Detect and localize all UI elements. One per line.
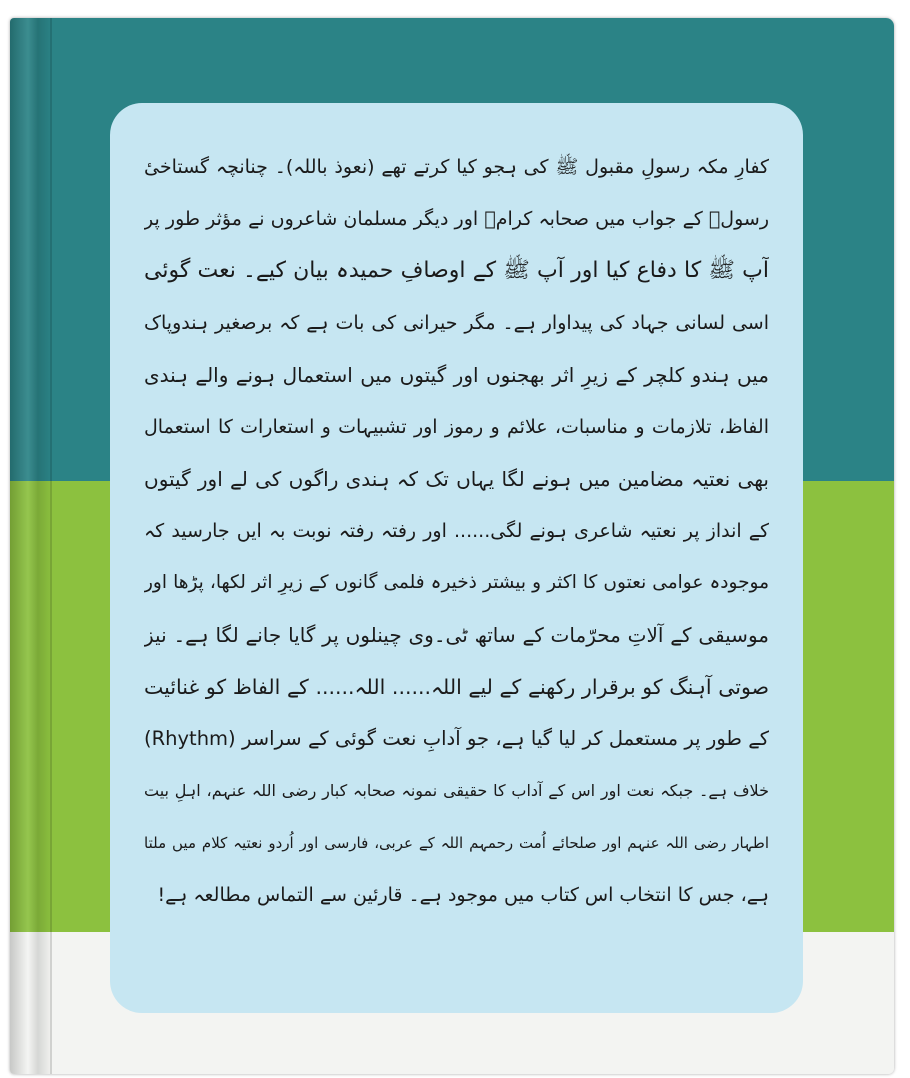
text-line-5: میں ہندو کلچر کے زیرِ اثر بھجنوں اور گیتوں میں استعمال ہونے والے ہندی <box>144 363 769 387</box>
text-line-6: الفاظ، تلازمات و مناسبات، علائم و رموز اور تشبیہات و استعارات کا استعمال <box>144 416 769 438</box>
urdu-paragraph <box>144 141 769 921</box>
text-line-11: صوتی آہنگ کو برقرار رکھنے کے لیے اللہ...... اللہ...... کے الفاظ کو غنائیت <box>144 675 769 699</box>
book-spine-hinge <box>10 18 50 1074</box>
text-line-7: بھی نعتیہ مضامین میں ہونے لگا یہاں تک کہ ہندی راگوں کی لے اور گیتوں <box>144 467 769 491</box>
text-line-10: موسیقی کے آلاتِ محرّمات کے ساتھ ٹی۔وی چینلوں پر گایا جانے لگا ہے۔ نیز <box>144 623 769 647</box>
text-line-2: رسولؐ کے جواب میں صحابہ کرامؓ اور دیگر مسلمان شاعروں نے مؤثر طور پر <box>144 208 769 230</box>
text-line-4: اسی لسانی جہاد کی پیداوار ہے۔ مگر حیرانی کی بات ہے کہ برصغیر ہندوپاک <box>144 312 769 334</box>
spine-crease <box>50 18 52 1074</box>
text-panel <box>110 103 803 1013</box>
text-line-8: کے انداز پر نعتیہ شاعری ہونے لگی...... اور رفتہ رفتہ نوبت بہ ایں جارسید کہ <box>144 520 769 542</box>
text-line-9: موجودہ عوامی نعتوں کا اکثر و بیشتر ذخیرہ فلمی گانوں کے زیرِ اثر لکھا، پڑھا اور <box>144 572 769 593</box>
book-back-cover <box>10 18 894 1074</box>
text-line-14: اطہار رضی اللہ عنہم اور صلحائے اُمت رحمہم اللہ کے عربی، فارسی اور اُردو نعتیہ کلام میں ملتا <box>144 834 769 852</box>
text-line-13: خلاف ہے۔ جبکہ نعت اور اس کے آداب کا حقیقی نمونہ صحابہ کبار رضی اللہ عنہم، اہلِ بیت <box>144 781 769 800</box>
text-line-15: ہے، جس کا انتخاب اس کتاب میں موجود ہے۔ قارئین سے التماس مطالعہ ہے! <box>157 884 769 906</box>
text-line-1: کفارِ مکہ رسولِ مقبول ﷺ کی ہجو کیا کرتے تھے (نعوذ باللہ)۔ چنانچہ گستاخیٔ <box>144 156 769 178</box>
text-line-3: آپ ﷺ کا دفاع کیا اور آپ ﷺ کے اوصافِ حمیدہ بیان کیے۔ نعت گوئی <box>144 258 769 283</box>
text-line-12: (Rhythm) کے طور پر مستعمل کر لیا گیا ہے، جو آدابِ نعت گوئی کے سراسر <box>144 727 769 750</box>
